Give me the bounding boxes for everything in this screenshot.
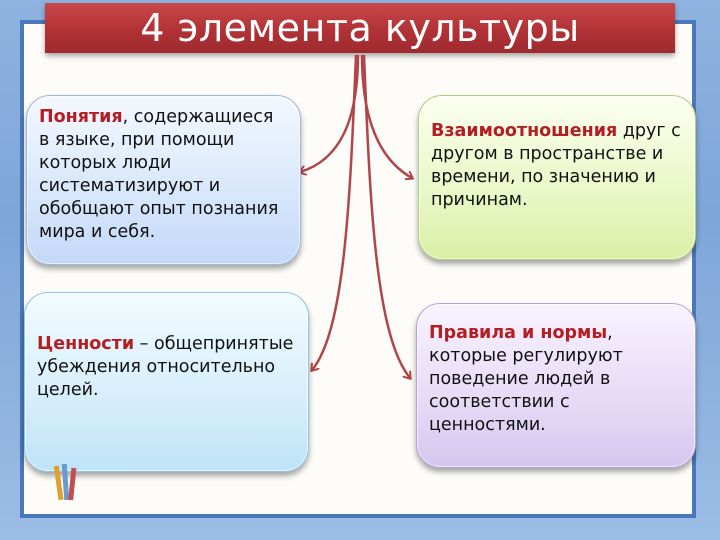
rules-punct: ,: [607, 323, 613, 343]
rules-key: Правила и нормы: [429, 323, 608, 343]
values-box: [24, 292, 309, 472]
values-body: общепринятые убеждения относительно целей.: [37, 334, 294, 400]
values-punct: –: [134, 334, 149, 354]
concepts-punct: ,: [122, 107, 129, 127]
relations-body: друг с другом в пространстве и времени, по значению и причинам.: [431, 121, 681, 210]
values-key: Ценности: [37, 334, 135, 354]
concepts-key: Понятия: [39, 107, 123, 127]
relations-box: [418, 95, 696, 260]
rules-box: [416, 303, 696, 468]
relations-key: Взаимоотношения: [431, 121, 618, 141]
slide-title: 4 элемента культуры: [45, 3, 675, 53]
pencils-icon: [50, 462, 90, 504]
concepts-body: содержащиеся в языке, при помощи которых люди систематизируют и обобщают опыт познания мира и себя.: [39, 107, 279, 242]
rules-body: которые регулируют поведение людей в соответствии с ценностями.: [429, 346, 623, 435]
concepts-box: [26, 95, 301, 265]
